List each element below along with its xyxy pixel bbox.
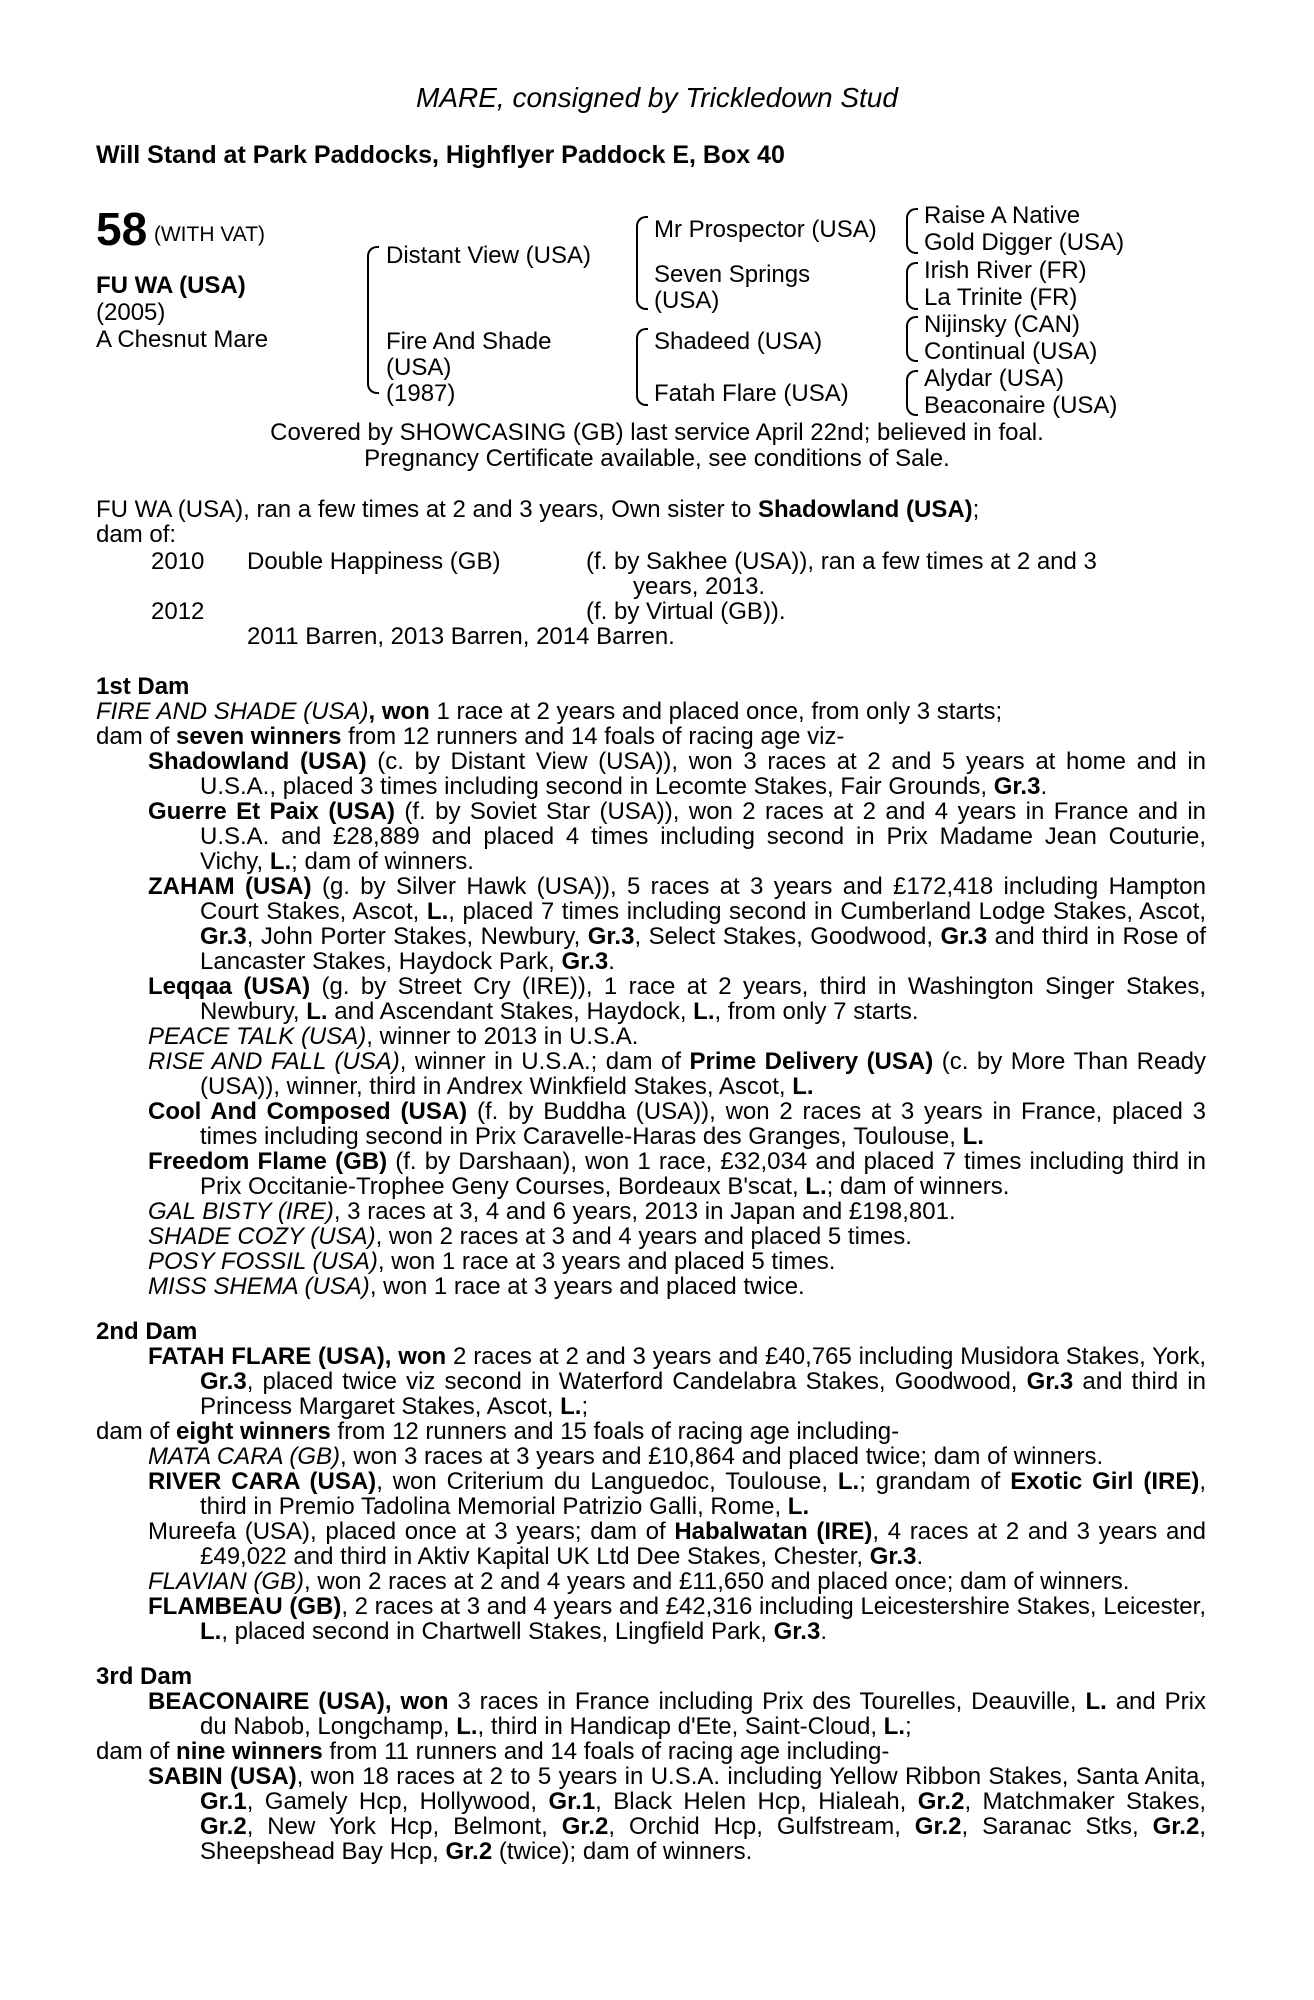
pedigree-sire-dam-line1: Seven Springs [654, 261, 811, 288]
text-run: 3 races in France including Prix des Tourelles, Deauville, [448, 1688, 1086, 1715]
bold-text: seven winners [176, 723, 342, 750]
section-title: 3rd Dam [96, 1663, 193, 1690]
pedigree-bracket-gen1 [367, 246, 379, 394]
text-run: (g. by Street Cry (IRE)), 1 race at 2 years, third in Washington Singer Stakes, Newbury, [200, 973, 1206, 1025]
text-run: , won Criterium du Languedoc, Toulouse, [376, 1468, 838, 1495]
text-run: ; dam of winners. [291, 848, 474, 875]
bold-text: L. [792, 1073, 814, 1100]
bold-text: Habalwatan (IRE) [674, 1518, 873, 1545]
pedigree-entry [148, 1689, 1206, 1739]
text-run: , placed 7 times including second in Cumberland Lodge Stakes, Ascot, [448, 898, 1206, 925]
bold-text: Gr.3 [1026, 1368, 1074, 1395]
text-run: from 12 runners and 14 foals of racing age viz- [341, 723, 845, 750]
pedigree-sss: Raise A Native [924, 202, 1081, 229]
pedigree-entry [148, 1764, 1206, 1864]
bold-text: L. [883, 1713, 905, 1740]
bold-text: Gr.2 [917, 1788, 965, 1815]
pedigree-dam-line2: (USA) [386, 354, 452, 381]
bold-text: , won [368, 698, 430, 725]
bold-text: L. [805, 1173, 827, 1200]
produce-year-1: 2010 [151, 548, 205, 575]
bold-text: L. [560, 1393, 582, 1420]
text-run: , won 2 races at 3 and 4 years and placed 5 times. [375, 1223, 912, 1250]
text-run: , Orchid Hcp, Gulfstream, [608, 1813, 915, 1840]
pedigree-entry [148, 1569, 1206, 1594]
pedigree-entry [148, 874, 1206, 974]
italic-text: GAL BISTY (IRE) [148, 1198, 334, 1225]
bold-text: Freedom Flame (GB) [148, 1148, 388, 1175]
text-run: (f. by Buddha (USA)), won 2 races at 3 years in France, placed 3 times including second in Prix Caravelle-Haras des Granges, Toulouse, [200, 1098, 1207, 1150]
dam-sections [96, 674, 1206, 1864]
pedigree-entry [148, 1444, 1206, 1469]
pedigree-entry [96, 724, 1206, 749]
barren-years: 2011 Barren, 2013 Barren, 2014 Barren. [247, 623, 675, 650]
pedigree-entry [148, 1519, 1206, 1569]
bold-text: L. [837, 1468, 860, 1495]
bold-text: nine winners [176, 1738, 323, 1765]
text-run: , won 1 race at 3 years and placed twice. [369, 1273, 805, 1300]
text-run: dam of [96, 1738, 177, 1765]
bold-text: L. [306, 998, 328, 1025]
pedigree-ddd: Beaconaire (USA) [924, 392, 1118, 419]
pedigree-entry [148, 1469, 1206, 1519]
bold-text: Gr.3 [940, 923, 988, 950]
bold-text: FATAH FLARE (USA), won [148, 1343, 447, 1370]
pedigree-entry [148, 1344, 1206, 1419]
bold-text: Shadowland (USA) [148, 748, 367, 775]
bold-text: L. [269, 848, 292, 875]
text-run: , 4 races at 2 and 3 years and £49,022 and third in Aktiv Kapital UK Ltd Dee Stakes, Chester, [200, 1518, 1207, 1570]
pedigree-entry [148, 1274, 1206, 1299]
pedigree-dsd: Continual (USA) [924, 338, 1098, 365]
text-run: ; [581, 1393, 589, 1420]
pedigree-dam-sire: Shadeed (USA) [654, 328, 823, 355]
bold-text: SABIN (USA) [148, 1763, 297, 1790]
bold-text: Gr.3 [561, 948, 609, 975]
pedigree-bracket-dd [906, 370, 918, 416]
pedigree-sds: Irish River (FR) [924, 257, 1087, 284]
pedigree-entry [148, 1224, 1206, 1249]
pedigree-dam-line1: Fire And Shade [386, 328, 552, 355]
sibling-name: Shadowland (USA) [758, 496, 973, 523]
bold-text: RIVER CARA (USA) [148, 1468, 377, 1495]
text-run: and third in Princess Margaret Stakes, Ascot, [200, 1368, 1206, 1420]
pedigree-entry [148, 1149, 1206, 1199]
pedigree-entry [148, 799, 1206, 874]
bold-text: L. [787, 1493, 810, 1520]
pedigree-entry [148, 1594, 1206, 1644]
text-run: dam of [96, 723, 177, 750]
text-run: 1 race at 2 years and placed once, from only 3 starts; [429, 698, 1003, 725]
bold-text: Gr.2 [914, 1813, 962, 1840]
text-run: , won 2 races at 2 and 4 years and £11,650 and placed once; dam of winners. [304, 1568, 1130, 1595]
bold-text: Gr.1 [548, 1788, 596, 1815]
bold-text: Gr.3 [993, 773, 1041, 800]
pedigree-entry [96, 1419, 1206, 1444]
bold-text: Gr.3 [869, 1543, 917, 1570]
bold-text: Guerre Et Paix (USA) [148, 798, 395, 825]
italic-text: PEACE TALK (USA) [148, 1023, 367, 1050]
summary-line [96, 497, 979, 522]
bold-text: FLAMBEAU (GB) [148, 1593, 342, 1620]
text-run: from 11 runners and 14 foals of racing age including- [322, 1738, 890, 1765]
italic-text: FLAVIAN (GB) [148, 1568, 305, 1595]
text-run: , from only 7 starts. [714, 998, 919, 1025]
pedigree-entry [148, 1024, 1206, 1049]
pedigree-sire-dam-line2: (USA) [654, 287, 720, 314]
bold-text: Gr.3 [200, 923, 247, 950]
bold-text: L. [456, 1713, 478, 1740]
text-run: , third in Premio Tadolina Memorial Patrizio Galli, Rome, [200, 1468, 1206, 1520]
text-run: , third in Handicap d'Ete, Saint-Cloud, [477, 1713, 884, 1740]
bold-text: Gr.3 [200, 1368, 247, 1395]
vat-note: (WITH VAT) [153, 223, 266, 246]
text-run: , won 3 races at 3 years and £10,864 and placed twice; dam of winners. [340, 1443, 1104, 1470]
text-run: 2 races at 2 and 3 years and £40,765 including Musidora Stakes, York, [446, 1343, 1206, 1370]
produce-name-1: Double Happiness (GB) [247, 548, 501, 575]
bold-text: Gr.3 [773, 1618, 821, 1645]
dam-of-label: dam of: [96, 521, 177, 548]
italic-text: SHADE COZY (USA) [148, 1223, 376, 1250]
pedigree-bracket-sd [906, 262, 918, 310]
produce-details-1b: years, 2013. [633, 573, 766, 600]
pedigree-dam-line3: (1987) [386, 380, 456, 407]
text-run: , won 18 races at 2 to 5 years in U.S.A. including Yellow Ribbon Stakes, Santa Anita, [296, 1763, 1206, 1790]
text-run: ; grandam of [859, 1468, 1011, 1495]
italic-text: RISE AND FALL (USA) [148, 1048, 400, 1075]
text-run: (twice); dam of winners. [492, 1838, 753, 1865]
italic-text: MISS SHEMA (USA) [148, 1273, 370, 1300]
bold-text: L. [1085, 1688, 1107, 1715]
text-run: , John Porter Stakes, Newbury, [246, 923, 588, 950]
italic-text: POSY FOSSIL (USA) [148, 1248, 378, 1275]
text-run: , 3 races at 3, 4 and 6 years, 2013 in Japan and £198,801. [333, 1198, 956, 1225]
pedigree-dds: Alydar (USA) [924, 365, 1065, 392]
text-run: ; [904, 1713, 912, 1740]
text-run: , Black Helen Hcp, Hialeah, [595, 1788, 918, 1815]
text-run: (g. by Silver Hawk (USA)), 5 races at 3 years and £172,418 including Hampton Court Stakes, Ascot, [200, 873, 1206, 925]
lot-header [96, 203, 266, 261]
pedigree-sire: Distant View (USA) [386, 242, 591, 269]
bold-text: Leqqaa (USA) [148, 973, 311, 1000]
section-title: 2nd Dam [96, 1318, 198, 1345]
pedigree-entry [148, 1249, 1206, 1274]
bold-text: L. [693, 998, 715, 1025]
pedigree-entry [148, 974, 1206, 1024]
text-run: , won 1 race at 3 years and placed 5 times. [377, 1248, 836, 1275]
bold-text: eight winners [176, 1418, 331, 1445]
foaling-year: (2005) [96, 299, 166, 326]
horse-description: A Chesnut Mare [96, 326, 269, 353]
text-run: , Saranac Stks, [961, 1813, 1153, 1840]
produce-details-1a: (f. by Sakhee (USA)), ran a few times at 2 and 3 [586, 548, 1097, 575]
text-run: , winner to 2013 in U.S.A. [366, 1023, 639, 1050]
text-run: , Select Stakes, Goodwood, [634, 923, 941, 950]
pedigree-ssd: Gold Digger (USA) [924, 229, 1125, 256]
bold-text: Gr.2 [561, 1813, 609, 1840]
text-run: , New York Hcp, Belmont, [246, 1813, 562, 1840]
text-run: ; dam of winners. [826, 1173, 1010, 1200]
pedigree-bracket-ds [906, 316, 918, 362]
pedigree-entry [148, 1099, 1206, 1149]
text-run: . [608, 948, 615, 975]
text-run: from 12 runners and 15 foals of racing age including- [330, 1418, 900, 1445]
lot-subtitle: MARE, consigned by Trickledown Stud [416, 82, 898, 113]
pedigree-entry [148, 1049, 1206, 1099]
covering-note: Covered by SHOWCASING (GB) last service April 22nd; believed in foal. [270, 419, 1044, 446]
pregnancy-note: Pregnancy Certificate available, see conditions of Sale. [364, 445, 950, 472]
text-run: , Matchmaker Stakes, [964, 1788, 1207, 1815]
text-run: Mureefa (USA), placed once at 3 years; dam of [148, 1518, 675, 1545]
text-run: . [1040, 773, 1048, 800]
pedigree-entry [148, 749, 1206, 799]
bold-text: Cool And Composed (USA) [148, 1098, 468, 1125]
bold-text: Gr.2 [445, 1838, 493, 1865]
text-run: (c. by More Than Ready (USA)), winner, third in Andrex Winkfield Stakes, Ascot, [200, 1048, 1207, 1100]
text-run: , 2 races at 3 and 4 years and £42,316 including Leicestershire Stakes, Leicester, [341, 1593, 1206, 1620]
text-run: , winner in U.S.A.; dam of [399, 1048, 690, 1075]
horse-name: FU WA (USA) [96, 272, 246, 299]
bold-text: L. [426, 898, 449, 925]
italic-text: FIRE AND SHADE (USA) [96, 698, 369, 725]
section-title: 1st Dam [96, 673, 190, 700]
text-run: , Sheepshead Bay Hcp, [200, 1813, 1206, 1865]
summary-end: ; [972, 496, 980, 523]
bold-text: Exotic Girl (IRE) [1010, 1468, 1200, 1495]
pedigree-bracket-sire-side [636, 216, 648, 310]
bold-text: Prime Delivery (USA) [689, 1048, 934, 1075]
bold-text: L. [200, 1618, 222, 1645]
text-run: . [916, 1543, 924, 1570]
text-run: , Gamely Hcp, Hollywood, [246, 1788, 549, 1815]
pedigree-dss: Nijinsky (CAN) [924, 311, 1080, 338]
pedigree-dam-dam: Fatah Flare (USA) [654, 380, 849, 407]
text-run: (c. by Distant View (USA)), won 3 races at 2 and 5 years at home and in U.S.A., placed 3 times including second in Lecomte Stakes, Fair Grounds, [200, 748, 1206, 800]
text-run: (f. by Soviet Star (USA)), won 2 races at 2 and 4 years in France and in U.S.A. and £28,889 and placed 4 times including second in Prix Madame Jean Couturie, Vichy, [200, 798, 1207, 875]
lot-number: 58 [96, 203, 148, 255]
text-run: . [820, 1618, 827, 1645]
text-run: and Ascendant Stakes, Haydock, [327, 998, 694, 1025]
bold-text: BEACONAIRE (USA), won [148, 1688, 449, 1715]
pedigree-bracket-ss [906, 208, 918, 254]
pedigree-bracket-dam-side [636, 328, 648, 406]
bold-text: Gr.3 [587, 923, 635, 950]
pedigree-sdd: La Trinite (FR) [924, 284, 1078, 311]
italic-text: MATA CARA (GB) [148, 1443, 340, 1470]
text-run: , placed twice viz second in Waterford Candelabra Stakes, Goodwood, [246, 1368, 1027, 1395]
text-run: (f. by Darshaan), won 1 race, £32,034 and placed 7 times including third in Prix Occitanie-Trophee Geny Courses, Bordeaux B'scat, [200, 1148, 1206, 1200]
bold-text: ZAHAM (USA) [148, 873, 312, 900]
text-run: and third in Rose of Lancaster Stakes, Haydock Park, [200, 923, 1207, 975]
produce-year-2: 2012 [151, 598, 205, 625]
pedigree-entry [96, 1739, 1206, 1764]
bold-text: Gr.2 [1152, 1813, 1200, 1840]
pedigree-entry [96, 699, 1206, 724]
text-run: and Prix du Nabob, Longchamp, [200, 1688, 1206, 1740]
summary-text: FU WA (USA), ran a few times at 2 and 3 years, Own sister to [96, 496, 758, 523]
bold-text: Gr.2 [200, 1813, 247, 1840]
bold-text: L. [962, 1123, 984, 1150]
produce-details-2a: (f. by Virtual (GB)). [586, 598, 786, 625]
pedigree-sire-sire: Mr Prospector (USA) [654, 216, 877, 243]
stand-location: Will Stand at Park Paddocks, Highflyer Paddock E, Box 40 [96, 141, 785, 169]
bold-text: Gr.1 [200, 1788, 247, 1815]
pedigree-entry [148, 1199, 1206, 1224]
text-run: dam of [96, 1418, 177, 1445]
text-run: , placed second in Chartwell Stakes, Lingfield Park, [221, 1618, 774, 1645]
